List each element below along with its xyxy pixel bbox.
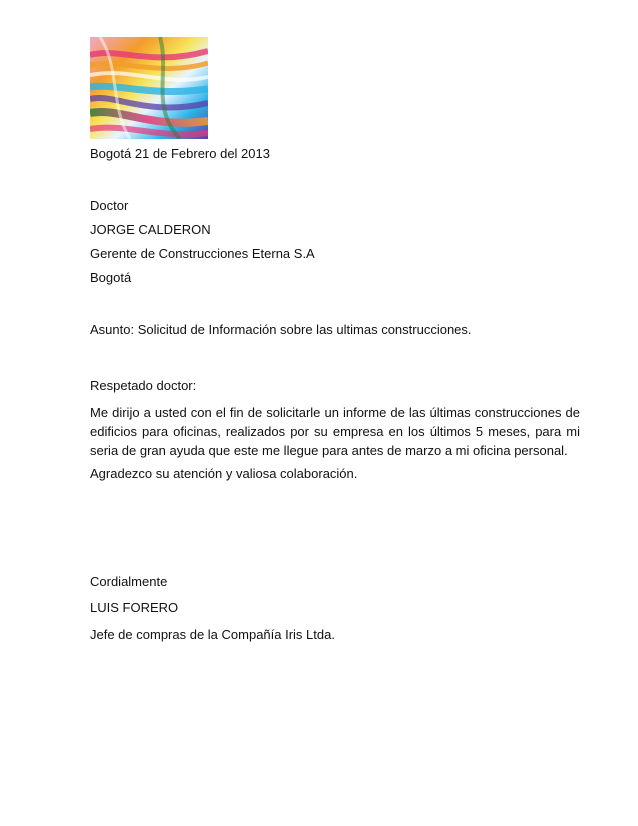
abstract-swirl-image: [90, 37, 208, 139]
recipient-position: Gerente de Construcciones Eterna S.A: [90, 246, 315, 261]
recipient-title: Doctor: [90, 198, 129, 213]
signer-position: Jefe de compras de la Compañía Iris Ltda.: [90, 627, 335, 642]
subject-line: Asunto: Solicitud de Información sobre las ultimas construcciones.: [90, 322, 472, 337]
place-date: Bogotá 21 de Febrero del 2013: [90, 146, 270, 161]
recipient-name: JORGE CALDERON: [90, 222, 211, 237]
body-paragraph: Me dirijo a usted con el fin de solicitarle un informe de las últimas construcciones de edificios para oficinas, realizados por su empresa en los últimos 5 meses, para mi seria de gran ayuda que este me llegue para antes de marzo a mi oficina personal.: [90, 405, 580, 458]
recipient-city: Bogotá: [90, 270, 132, 285]
signer-name: LUIS FORERO: [90, 600, 179, 615]
salutation: Respetado doctor:: [90, 378, 197, 393]
closing: Cordialmente: [90, 574, 168, 589]
thanks-line: Agradezco su atención y valiosa colaboración.: [90, 466, 358, 481]
